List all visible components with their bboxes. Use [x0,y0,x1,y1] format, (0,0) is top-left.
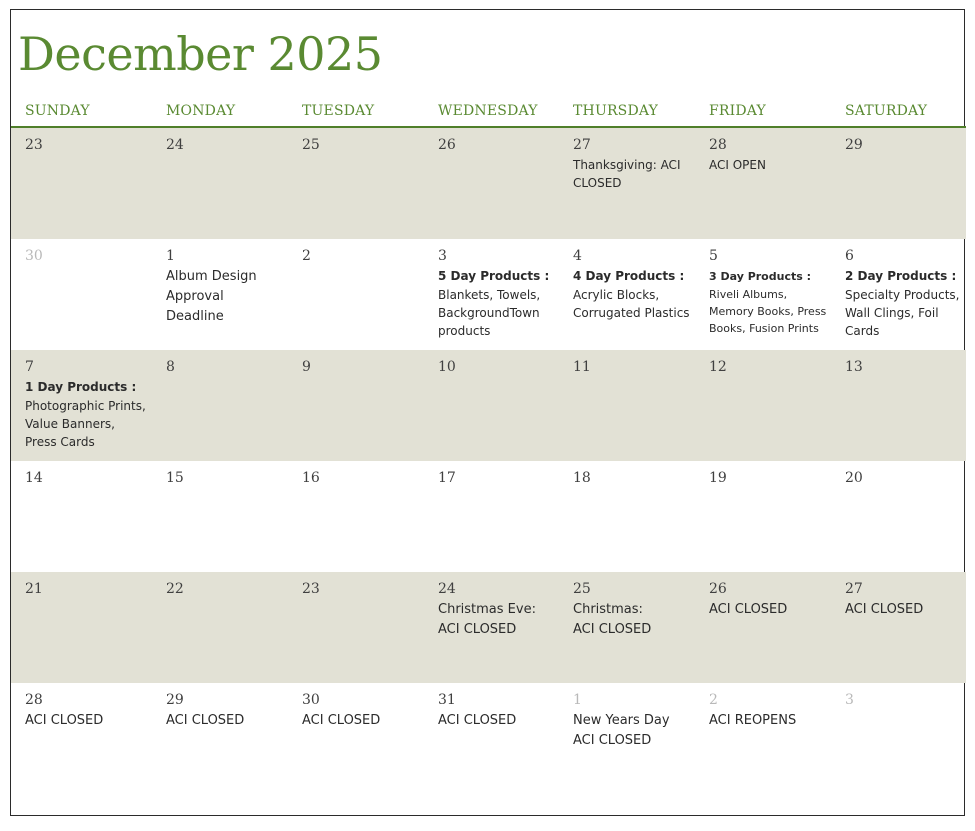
day-number: 21 [25,581,43,597]
weekday-saturday: SATURDAY [845,103,928,119]
calendar-page [10,9,965,816]
day-cell [166,461,302,572]
day-number: 3 [438,248,447,264]
day-number: 28 [709,137,727,153]
day-number: 25 [302,137,320,153]
day-cell [573,572,709,683]
day-cell [845,350,965,461]
day-number: 24 [166,137,184,153]
day-number: 1 [166,248,175,264]
day-event: Thanksgiving: ACI CLOSED [573,158,681,190]
day-cell [302,683,438,794]
week-row-4 [11,461,966,572]
day-cell [25,239,165,350]
week-row-1 [11,128,966,239]
day-cell [709,128,845,239]
day-cell [573,350,709,461]
day-cell [166,128,302,239]
day-number: 17 [438,470,456,486]
day-cell [438,128,573,239]
event-heading: 4 Day Products : [573,269,685,283]
day-cell [25,683,165,794]
day-number: 19 [709,470,727,486]
day-cell [438,461,573,572]
day-cell [709,461,845,572]
day-cell [25,350,165,461]
week-row-6 [11,683,966,794]
day-number: 5 [709,248,718,264]
event-details: Acrylic Blocks, Corrugated Plastics [573,288,690,320]
day-number: 14 [25,470,43,486]
day-event: ACI CLOSED [166,713,245,728]
day-event: Album Design Approval Deadline [166,269,257,324]
day-cell [25,461,165,572]
day-number: 26 [709,581,727,597]
day-event: New Years Day ACI CLOSED [573,713,670,748]
day-number: 12 [709,359,727,375]
day-cell [573,461,709,572]
week-row-2 [11,239,966,350]
day-number: 1 [573,692,582,708]
day-event: Christmas Eve: ACI CLOSED [438,602,536,637]
day-event: ACI CLOSED [25,713,104,728]
day-number: 4 [573,248,582,264]
day-cell [845,683,965,794]
day-number: 9 [302,359,311,375]
day-cell [438,239,573,350]
event-details: Riveli Albums, Memory Books, Press Books, Fusion Prints [709,288,827,335]
event-details: Blankets, Towels, BackgroundTown products [438,288,541,338]
day-cell [25,128,165,239]
day-cell [438,683,573,794]
day-number: 27 [845,581,863,597]
day-number: 15 [166,470,184,486]
day-event: ACI CLOSED [709,602,788,617]
day-number: 7 [25,359,34,375]
weekday-sunday: SUNDAY [25,103,90,119]
day-number: 2 [709,692,718,708]
day-cell [845,239,965,350]
day-event: ACI OPEN [709,158,766,172]
day-cell [302,350,438,461]
weekday-monday: MONDAY [166,103,236,119]
day-cell [25,572,165,683]
event-heading: 1 Day Products : [25,380,137,394]
day-cell [166,572,302,683]
day-number: 22 [166,581,184,597]
day-number: 10 [438,359,456,375]
day-cell [166,350,302,461]
day-cell [438,572,573,683]
day-number: 29 [845,137,863,153]
week-row-3 [11,350,966,461]
day-event: ACI CLOSED [302,713,381,728]
day-event: Christmas: ACI CLOSED [573,602,652,637]
event-heading: 5 Day Products : [438,269,550,283]
day-cell [302,572,438,683]
day-number: 13 [845,359,863,375]
weekday-header-row [11,98,966,126]
day-number: 23 [302,581,320,597]
day-cell [845,572,965,683]
day-number: 23 [25,137,43,153]
day-number: 11 [573,359,591,375]
day-event: ACI CLOSED [438,713,517,728]
weekday-friday: FRIDAY [709,103,766,119]
day-number: 29 [166,692,184,708]
week-row-5 [11,572,966,683]
calendar-title: December 2025 [18,27,383,81]
day-number: 24 [438,581,456,597]
day-cell [573,683,709,794]
day-cell [438,350,573,461]
day-cell [709,239,845,350]
day-cell [302,461,438,572]
day-number: 27 [573,137,591,153]
day-event: ACI REOPENS [709,713,797,728]
day-number: 6 [845,248,854,264]
day-number: 30 [302,692,320,708]
day-number: 18 [573,470,591,486]
day-cell [709,572,845,683]
day-cell [573,239,709,350]
day-cell [166,683,302,794]
day-number: 25 [573,581,591,597]
day-cell [845,461,965,572]
day-number: 8 [166,359,175,375]
weekday-tuesday: TUESDAY [302,103,375,119]
day-number: 3 [845,692,854,708]
day-number: 31 [438,692,456,708]
event-heading: 3 Day Products : [709,270,812,283]
event-details: Photographic Prints, Value Banners, Press Cards [25,399,146,449]
day-number: 26 [438,137,456,153]
day-cell [166,239,302,350]
day-cell [845,128,965,239]
day-number: 20 [845,470,863,486]
day-cell [709,683,845,794]
event-heading: 2 Day Products : [845,269,957,283]
day-event: ACI CLOSED [845,602,924,617]
day-cell [302,239,438,350]
weekday-thursday: THURSDAY [573,103,659,119]
day-cell [302,128,438,239]
day-cell [709,350,845,461]
day-number: 28 [25,692,43,708]
weekday-wednesday: WEDNESDAY [438,103,538,119]
day-number: 16 [302,470,320,486]
day-cell [573,128,709,239]
event-details: Specialty Products, Wall Clings, Foil Cards [845,288,960,338]
day-number: 30 [25,248,43,264]
day-number: 2 [302,248,311,264]
